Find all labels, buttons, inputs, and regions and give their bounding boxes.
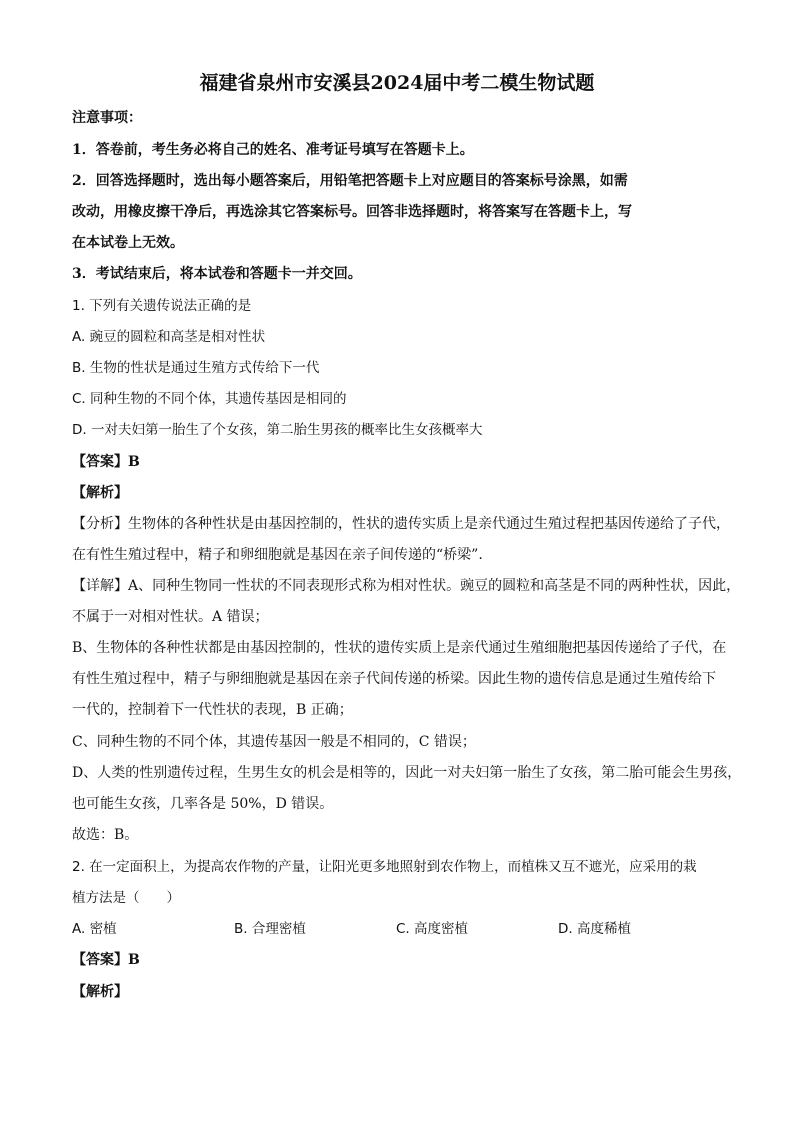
q2-stem: 植方法是（ ） — [72, 890, 180, 906]
notes-item: 改动，用橡皮擦干净后，再选涂其它答案标号。回答非选择题时，将答案写在答题卡上，写 — [72, 204, 632, 220]
q2-option-a: A. 密植 — [72, 921, 117, 937]
q1-option-a: A. 豌豆的圆粒和高茎是相对性状 — [72, 329, 266, 345]
q2-answer: 【答案】B — [72, 952, 140, 968]
q1-explanation-line: 在有性生殖过程中，精子和卵细胞就是基因在亲子间传递的“桥梁”. — [72, 547, 483, 563]
notes-item: 3．考试结束后，将本试卷和答题卡一并交回。 — [72, 266, 362, 282]
q1-analysis-label: 【解析】 — [72, 485, 128, 501]
q1-explanation-line: 有性生殖过程中，精子与卵细胞就是基因在亲子代间传递的桥梁。因此生物的遗传信息是通过生殖传给下 — [72, 671, 716, 687]
q1-explanation-line: B、生物体的各种性状都是由基因控制的，性状的遗传实质上是亲代通过生殖细胞把基因传递给了子代，在 — [72, 640, 727, 656]
q2-option-b: B. 合理密植 — [234, 921, 306, 937]
q1-explanation-line: 【详解】A、同种生物同一性状的不同表现形式称为相对性状。豌豆的圆粒和高茎是不同的两种性状，因此， — [72, 578, 741, 594]
q2-option-d: D. 高度稀植 — [558, 921, 631, 937]
page-title: 福建省泉州市安溪县2024届中考二模生物试题 — [199, 72, 595, 94]
q1-explanation-line: 故选：B。 — [72, 827, 139, 843]
q1-option-d: D. 一对夫妇第一胎生了个女孩，第二胎生男孩的概率比生女孩概率大 — [72, 422, 483, 438]
notes-item: 在本试卷上无效。 — [72, 235, 184, 251]
q2-option-c: C. 高度密植 — [396, 921, 469, 937]
q1-stem: 1. 下列有关遗传说法正确的是 — [72, 298, 252, 314]
notes-item: 2．回答选择题时，选出每小题答案后，用铅笔把答题卡上对应题目的答案标号涂黑，如需 — [72, 173, 628, 189]
notes-item: 1．答卷前，考生务必将自己的姓名、准考证号填写在答题卡上。 — [72, 142, 474, 158]
q2-stem: 2. 在一定面积上，为提高农作物的产量，让阳光更多地照射到农作物上，而植株又互不遮光，应采用的栽 — [72, 859, 697, 875]
q1-explanation-line: 不属于一对相对性状。A 错误； — [72, 609, 269, 625]
q1-answer: 【答案】B — [72, 454, 140, 470]
q1-explanation-line: 一代的，控制着下一代性状的表现，B 正确； — [72, 702, 353, 718]
q1-option-c: C. 同种生物的不同个体，其遗传基因是相同的 — [72, 391, 347, 407]
q1-explanation-line: C、同种生物的不同个体，其遗传基因一般是不相同的，C 错误； — [72, 734, 476, 750]
notes-heading: 注意事项： — [72, 110, 142, 126]
q1-explanation-line: D、人类的性别遗传过程，生男生女的机会是相等的，因此一对夫妇第一胎生了女孩，第二胎可能会生男孩， — [72, 765, 742, 781]
q1-option-b: B. 生物的性状是通过生殖方式传给下一代 — [72, 360, 320, 376]
q1-explanation-line: 也可能生女孩，几率各是 50%，D 错误。 — [72, 796, 334, 812]
q1-explanation-line: 【分析】生物体的各种性状是由基因控制的，性状的遗传实质上是亲代通过生殖过程把基因传递给了子代， — [72, 516, 730, 532]
q2-analysis-label: 【解析】 — [72, 984, 128, 1000]
